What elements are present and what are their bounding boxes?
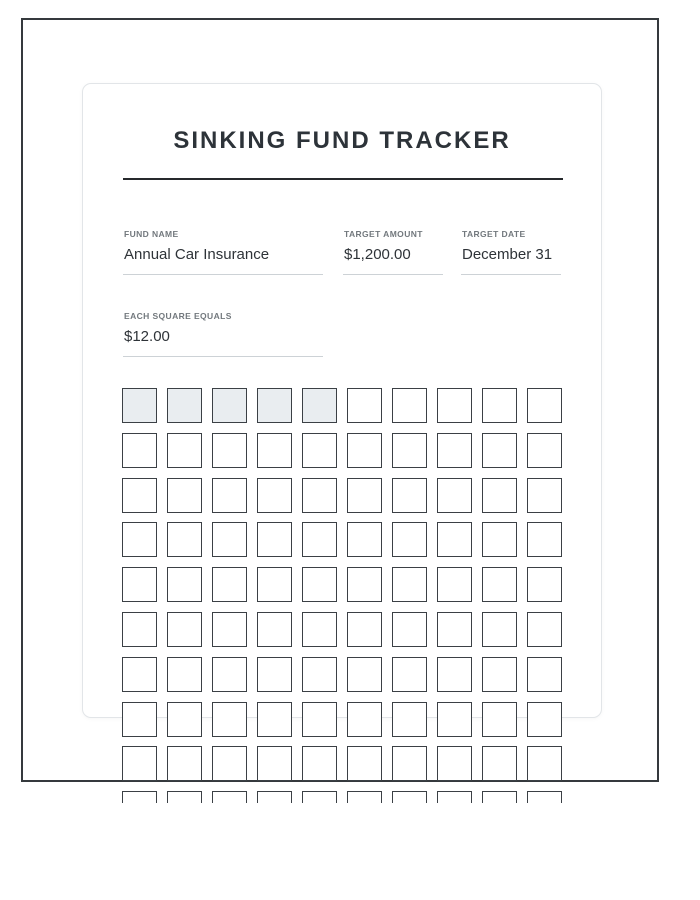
grid-square[interactable] bbox=[122, 791, 157, 803]
grid-square[interactable] bbox=[527, 478, 562, 513]
grid-square[interactable] bbox=[167, 478, 202, 513]
page-title: SINKING FUND TRACKER bbox=[173, 127, 511, 154]
grid-square[interactable] bbox=[437, 612, 472, 647]
grid-square[interactable] bbox=[347, 433, 382, 468]
grid-square[interactable] bbox=[347, 791, 382, 803]
grid-square[interactable] bbox=[437, 791, 472, 803]
grid-square[interactable] bbox=[167, 702, 202, 737]
grid-square[interactable] bbox=[257, 522, 292, 557]
grid-square[interactable] bbox=[437, 657, 472, 692]
grid-square[interactable] bbox=[122, 746, 157, 781]
grid-square[interactable] bbox=[122, 567, 157, 602]
grid-square-filled[interactable] bbox=[122, 388, 157, 423]
grid-square[interactable] bbox=[482, 702, 517, 737]
grid-square[interactable] bbox=[167, 522, 202, 557]
grid-square-filled[interactable] bbox=[167, 388, 202, 423]
target-amount-value[interactable]: $1,200.00 bbox=[344, 246, 411, 263]
grid-square[interactable] bbox=[347, 612, 382, 647]
grid-square[interactable] bbox=[167, 791, 202, 803]
grid-square[interactable] bbox=[392, 657, 427, 692]
savings-grid-clip bbox=[122, 388, 563, 803]
grid-square[interactable] bbox=[437, 567, 472, 602]
grid-square[interactable] bbox=[302, 522, 337, 557]
grid-square[interactable] bbox=[527, 702, 562, 737]
grid-square[interactable] bbox=[392, 612, 427, 647]
grid-square[interactable] bbox=[257, 567, 292, 602]
grid-square[interactable] bbox=[212, 478, 247, 513]
grid-square[interactable] bbox=[212, 612, 247, 647]
grid-square-filled[interactable] bbox=[302, 388, 337, 423]
title-divider bbox=[123, 178, 563, 180]
grid-square[interactable] bbox=[437, 746, 472, 781]
grid-square[interactable] bbox=[527, 433, 562, 468]
grid-square[interactable] bbox=[527, 388, 562, 423]
target-amount-label: TARGET AMOUNT bbox=[344, 229, 423, 239]
grid-square[interactable] bbox=[347, 702, 382, 737]
grid-square[interactable] bbox=[482, 478, 517, 513]
fund-name-field[interactable] bbox=[123, 229, 323, 275]
grid-square[interactable] bbox=[437, 702, 472, 737]
grid-square[interactable] bbox=[482, 746, 517, 781]
grid-square[interactable] bbox=[482, 791, 517, 803]
grid-square[interactable] bbox=[347, 388, 382, 423]
grid-square[interactable] bbox=[212, 567, 247, 602]
grid-square[interactable] bbox=[122, 522, 157, 557]
target-date-label: TARGET DATE bbox=[462, 229, 526, 239]
grid-square[interactable] bbox=[527, 567, 562, 602]
grid-square[interactable] bbox=[392, 702, 427, 737]
grid-square[interactable] bbox=[527, 746, 562, 781]
grid-square[interactable] bbox=[212, 433, 247, 468]
grid-square[interactable] bbox=[392, 567, 427, 602]
grid-square[interactable] bbox=[302, 433, 337, 468]
grid-square[interactable] bbox=[527, 657, 562, 692]
grid-square[interactable] bbox=[302, 746, 337, 781]
grid-square[interactable] bbox=[212, 657, 247, 692]
grid-square[interactable] bbox=[482, 567, 517, 602]
grid-square-filled[interactable] bbox=[257, 388, 292, 423]
grid-square[interactable] bbox=[302, 791, 337, 803]
grid-square[interactable] bbox=[257, 612, 292, 647]
grid-square[interactable] bbox=[347, 522, 382, 557]
grid-square[interactable] bbox=[212, 702, 247, 737]
grid-square[interactable] bbox=[482, 657, 517, 692]
grid-square[interactable] bbox=[302, 657, 337, 692]
grid-square[interactable] bbox=[347, 478, 382, 513]
grid-square-filled[interactable] bbox=[212, 388, 247, 423]
grid-square[interactable] bbox=[302, 612, 337, 647]
tracker-card bbox=[82, 83, 602, 718]
grid-square[interactable] bbox=[257, 746, 292, 781]
grid-square[interactable] bbox=[122, 612, 157, 647]
grid-square[interactable] bbox=[392, 522, 427, 557]
grid-square[interactable] bbox=[257, 702, 292, 737]
grid-square[interactable] bbox=[302, 478, 337, 513]
grid-square[interactable] bbox=[257, 433, 292, 468]
grid-square[interactable] bbox=[437, 433, 472, 468]
grid-square[interactable] bbox=[527, 612, 562, 647]
target-date-value[interactable]: December 31 bbox=[462, 246, 553, 263]
fund-name-value[interactable]: Annual Car Insurance bbox=[124, 246, 270, 263]
grid-square[interactable] bbox=[167, 567, 202, 602]
grid-square[interactable] bbox=[482, 522, 517, 557]
each-square-equals-field[interactable] bbox=[123, 311, 323, 357]
grid-square[interactable] bbox=[392, 388, 427, 423]
grid-square[interactable] bbox=[482, 388, 517, 423]
grid-square[interactable] bbox=[482, 433, 517, 468]
grid-square[interactable] bbox=[527, 791, 562, 803]
target-amount-field[interactable] bbox=[343, 229, 443, 275]
grid-square[interactable] bbox=[437, 388, 472, 423]
each-square-equals-value[interactable]: $12.00 bbox=[124, 328, 170, 345]
grid-square[interactable] bbox=[257, 478, 292, 513]
grid-square[interactable] bbox=[392, 433, 427, 468]
grid-square[interactable] bbox=[167, 612, 202, 647]
grid-square[interactable] bbox=[122, 433, 157, 468]
grid-square[interactable] bbox=[167, 433, 202, 468]
savings-grid bbox=[122, 388, 563, 803]
target-date-field[interactable] bbox=[461, 229, 561, 275]
grid-square[interactable] bbox=[302, 567, 337, 602]
grid-square[interactable] bbox=[392, 791, 427, 803]
grid-square[interactable] bbox=[302, 702, 337, 737]
grid-square[interactable] bbox=[257, 657, 292, 692]
grid-square[interactable] bbox=[437, 522, 472, 557]
grid-square[interactable] bbox=[212, 791, 247, 803]
grid-square[interactable] bbox=[347, 746, 382, 781]
grid-square[interactable] bbox=[392, 478, 427, 513]
grid-square[interactable] bbox=[212, 746, 247, 781]
grid-square[interactable] bbox=[482, 612, 517, 647]
grid-square[interactable] bbox=[392, 746, 427, 781]
grid-square[interactable] bbox=[122, 702, 157, 737]
grid-square[interactable] bbox=[122, 657, 157, 692]
grid-square[interactable] bbox=[167, 746, 202, 781]
grid-square[interactable] bbox=[122, 478, 157, 513]
each-square-equals-label: EACH SQUARE EQUALS bbox=[124, 311, 232, 321]
grid-square[interactable] bbox=[347, 657, 382, 692]
grid-square[interactable] bbox=[437, 478, 472, 513]
grid-square[interactable] bbox=[212, 522, 247, 557]
fund-name-label: FUND NAME bbox=[124, 229, 179, 239]
grid-square[interactable] bbox=[257, 791, 292, 803]
grid-square[interactable] bbox=[167, 657, 202, 692]
grid-square[interactable] bbox=[527, 522, 562, 557]
grid-square[interactable] bbox=[347, 567, 382, 602]
